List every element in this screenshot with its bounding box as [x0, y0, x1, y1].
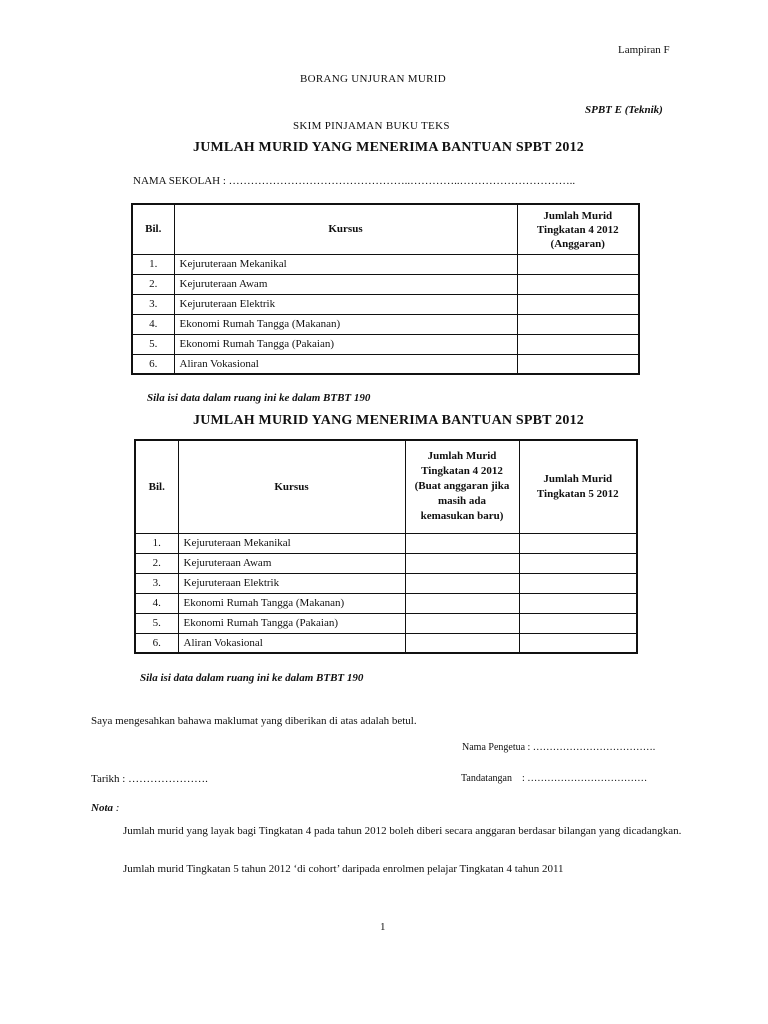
nota-label: Nota [91, 802, 113, 814]
table-row [132, 334, 639, 354]
row-bil: 1. [135, 533, 178, 553]
row-input-cell-t4[interactable] [405, 533, 519, 553]
table-row [132, 314, 639, 334]
row-input-cell-t5[interactable] [519, 573, 637, 593]
header-kursus: Kursus [178, 440, 405, 533]
principal-name-field: Nama Pengetua : ………………………………. [462, 742, 656, 753]
table-row [135, 573, 637, 593]
date-field: Tarikh : …………………. [91, 773, 208, 785]
school-name-field: NAMA SEKOLAH : …………………………………………..…………..………………………….. [133, 175, 576, 187]
row-kursus: Ekonomi Rumah Tangga (Makanan) [174, 314, 517, 334]
row-kursus: Ekonomi Rumah Tangga (Pakaian) [178, 613, 405, 633]
table-row [135, 613, 637, 633]
header-kursus: Kursus [174, 204, 517, 254]
row-bil: 2. [132, 274, 174, 294]
row-kursus: Kejuruteraan Elektrik [174, 294, 517, 314]
row-bil: 1. [132, 254, 174, 274]
row-bil: 4. [132, 314, 174, 334]
row-input-cell-t4[interactable] [405, 633, 519, 653]
row-kursus: Kejuruteraan Mekanikal [174, 254, 517, 274]
row-kursus: Ekonomi Rumah Tangga (Pakaian) [174, 334, 517, 354]
row-input-cell-t5[interactable] [519, 533, 637, 553]
row-input-cell[interactable] [517, 294, 639, 314]
nota-colon: : [113, 802, 120, 814]
row-bil: 5. [135, 613, 178, 633]
row-kursus: Kejuruteraan Awam [174, 274, 517, 294]
table-2 [134, 439, 638, 654]
table-row [132, 274, 639, 294]
lampiran-label: Lampiran F [618, 44, 670, 56]
table-1-header-row [132, 204, 639, 254]
table-2-header-row [135, 440, 637, 533]
table-row [135, 533, 637, 553]
table-row [132, 294, 639, 314]
row-bil: 6. [132, 354, 174, 374]
section2-note: Sila isi data dalam ruang ini ke dalam BTBT 190 [140, 672, 364, 684]
row-kursus: Kejuruteraan Awam [178, 553, 405, 573]
nota-item-1: Jumlah murid yang layak bagi Tingkatan 4 pada tahun 2012 boleh diberi secara anggaran berdasar bilangan yang dicadangkan. [123, 825, 682, 837]
table-row [132, 254, 639, 274]
row-kursus: Kejuruteraan Mekanikal [178, 533, 405, 553]
table-1 [131, 203, 640, 375]
spbt-code: SPBT E (Teknik) [585, 104, 663, 116]
row-kursus: Kejuruteraan Elektrik [178, 573, 405, 593]
header-jumlah-t4: Jumlah Murid Tingkatan 4 2012 (Anggaran) [517, 204, 639, 254]
row-bil: 6. [135, 633, 178, 653]
row-bil: 5. [132, 334, 174, 354]
row-input-cell-t4[interactable] [405, 593, 519, 613]
row-bil: 3. [132, 294, 174, 314]
header-jumlah-t4: Jumlah Murid Tingkatan 4 2012 (Buat anggaran jika masih ada kemasukan baru) [405, 440, 519, 533]
page-number: 1 [380, 921, 386, 933]
table-row [135, 633, 637, 653]
row-kursus: Aliran Vokasional [174, 354, 517, 374]
nota-item-2: Jumlah murid Tingkatan 5 tahun 2012 ‘di cohort’ daripada enrolmen pelajar Tingkatan 4 tahun 2011 [123, 863, 564, 875]
table-row [135, 593, 637, 613]
row-input-cell-t5[interactable] [519, 593, 637, 613]
row-bil: 3. [135, 573, 178, 593]
row-kursus: Ekonomi Rumah Tangga (Makanan) [178, 593, 405, 613]
header-jumlah-t5: Jumlah Murid Tingkatan 5 2012 [519, 440, 637, 533]
row-input-cell[interactable] [517, 314, 639, 334]
row-input-cell[interactable] [517, 354, 639, 374]
row-kursus: Aliran Vokasional [178, 633, 405, 653]
header-bil: Bil. [132, 204, 174, 254]
scheme-name: SKIM PINJAMAN BUKU TEKS [293, 120, 450, 132]
certification-statement: Saya mengesahkan bahawa maklumat yang diberikan di atas adalah betul. [91, 715, 417, 727]
section1-note: Sila isi data dalam ruang ini ke dalam BTBT 190 [147, 392, 371, 404]
row-input-cell-t5[interactable] [519, 613, 637, 633]
row-input-cell-t4[interactable] [405, 613, 519, 633]
table-row [135, 553, 637, 573]
row-bil: 4. [135, 593, 178, 613]
signature-field: Tandatangan : ……………………………… [461, 773, 648, 784]
section1-title: JUMLAH MURID YANG MENERIMA BANTUAN SPBT 2012 [193, 140, 584, 155]
row-bil: 2. [135, 553, 178, 573]
row-input-cell[interactable] [517, 334, 639, 354]
section2-title: JUMLAH MURID YANG MENERIMA BANTUAN SPBT 2012 [193, 413, 584, 428]
row-input-cell-t5[interactable] [519, 553, 637, 573]
table-row [132, 354, 639, 374]
row-input-cell[interactable] [517, 254, 639, 274]
header-bil: Bil. [135, 440, 178, 533]
row-input-cell-t4[interactable] [405, 573, 519, 593]
row-input-cell-t5[interactable] [519, 633, 637, 653]
nota-heading [91, 802, 119, 814]
form-name: BORANG UNJURAN MURID [300, 73, 446, 85]
row-input-cell[interactable] [517, 274, 639, 294]
row-input-cell-t4[interactable] [405, 553, 519, 573]
